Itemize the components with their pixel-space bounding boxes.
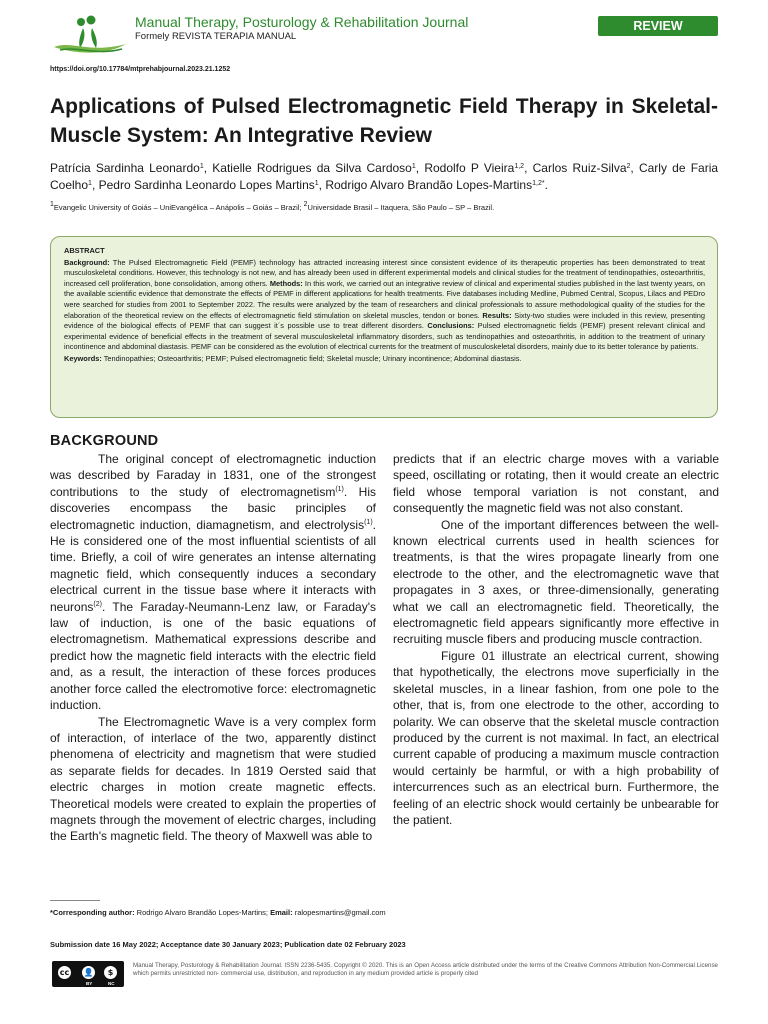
author: Carlos Ruiz-Silva$^2$, xyxy=(532,161,639,175)
author: Katielle Rodrigues da Silva Cardoso$^1$, xyxy=(212,161,425,175)
doi-link[interactable]: https://doi.org/10.17784/mtprehabjournal.2023.21.1252 xyxy=(50,66,231,73)
abstract-box xyxy=(50,236,718,418)
author: Rodrigo Alvaro Brandão Lopes-Martins$^{1,2*}$. xyxy=(325,178,548,192)
journal-former-name: Formely REVISTA TERAPIA MANUAL xyxy=(135,31,297,42)
paragraph: The original concept of electromagnetic induction was described by Faraday in 1831, one of the strongest contributions to the study of electromagnetism$^{(1)}$. His discoveries encompass the basic principles of electromagnetic induction, diamagnetism, and electrolysis$^{(1)}$. He is considered one of the most influential scientists of all time. Briefly, a coil of wire generates an intense alternating magnetic field, which consequently induces a secondary electrical current in the tissue base where it interacts with neurons$^{(2)}$. The Faraday-Neumann-Lenz law, or Faraday's law of induction, is one of the basic equations of electromagnetism. Mathematical expressions describe and predict how the magnetic field interacts with the electric field and, as a result, the interaction of these forces produces another force called the electromotive force: electromagnetic induction. xyxy=(50,452,376,713)
article-title: Applications of Pulsed Electromagnetic Field Therapy in Skeletal-Muscle System: An Integrative Review xyxy=(50,95,718,147)
author: Rodolfo P Vieira$^{1,2}$, xyxy=(424,161,533,175)
journal-title: Manual Therapy, Posturology & Rehabilitation Journal xyxy=(135,14,469,30)
article-type-badge: REVIEW xyxy=(598,16,718,36)
journal-logo-icon xyxy=(50,14,130,56)
attribution-icon: 👤 xyxy=(80,964,97,981)
paragraph: Figure 01 illustrate an electrical current, showing that hypothetically, the electrons move superficially in the skeletal muscles, in a linear fashion, from one pole to the other, that is, from one electrode to the other, according to polarity. We can observe that the skeletal muscle contraction produced by the current is not maximal. In fact, an electrical current capable of producing a maximum muscle contraction would certainly be harmful, or with a high probability of intercurrences such as an electrical burn. Furthermore, the feeling of an electric shock would certainly be unbearable for the patient. xyxy=(393,648,719,827)
creative-commons-icon[interactable]: cc 👤 $ BY NC xyxy=(52,961,124,987)
keywords: Keywords: Tendinopathies; Osteoarthritis; PEMF; Pulsed electromagnetic field; Skeletal muscle; Urinary incontinence; Abdominal diastasis. xyxy=(64,353,522,363)
cc-logo-icon: cc xyxy=(56,964,73,981)
author-email[interactable]: ralopesmartins@gmail.com xyxy=(292,908,386,917)
non-commercial-icon: $ xyxy=(102,964,119,981)
body-column-left xyxy=(50,451,376,845)
corresponding-author: *Corresponding author: Rodrigo Alvaro Brandão Lopes-Martins; Email: ralopesmartins@gmail.com xyxy=(50,908,386,917)
publication-dates: Submission date 16 May 2022; Acceptance date 30 January 2023; Publication date 02 February 2023 xyxy=(50,940,406,949)
author: Pedro Sardinha Leonardo Lopes Martins$^1$, xyxy=(98,178,326,192)
abstract-body: Background: The Pulsed Electromagnetic Field (PEMF) technology has attracted increasing interest since consistent evidence of its therapeutic properties has been demonstrated to treat musculoskeletal conditions. However, this technology is not new, and has already been used in different experimental models and clinical studies for the treatment of tendinopathies, osteoarthritis, increased cell proliferation, bone consolidation, among others. Methods: In this work, we carried out an integrative review of clinical and experimental studies published in the last twenty years, on the available scientific evidence that demonstrate the effects of PEMF in different applications for health treatments. Five databases including Medline, Pubmed Central, Scopus, Lilacs and PEDro were searched for studies from 2001 to September 2022. The results were analyzed by the team of researchers and clinical professionals to assure methodological quality of the studies for the elaboration of the theoretical review on the effects of electromagnetic field stimulation on skeletal muscles, tendon or bones. Results: Sixty-two studies were included in this review, presenting evidence of the biological effects of PEMF that can suggest it´s possible use to treat different disorders. Conclusions: Pulsed electromagnetic fields (PEMF) present relevant clinical and experimental evidence of beneficial effects in the treatment of several musculoskeletal inflammatory disorders, such as tendinopathies and osteoarthritis, in addition to the treatment of urinary incontinence and abdominal diastasis. PEMF can be considered as the evolution of electrical currents for the treatment of musculoskeletal disorders, mainly due to its better tolerance by patients. xyxy=(64,257,706,352)
author-list xyxy=(50,160,718,194)
paragraph: The Electromagnetic Wave is a very complex form of interaction, of interlace of the two, apparently distinct phenomena of electricity and magnetism that were studied as separate fields for decades. In 1819 Oersted said that electric charges in motion create magnetic effects. Theoretical models were created to explain the properties of magnets through the movement of electric charges, including the Earth's magnetic field. The theory of Maxwell was able to xyxy=(50,714,376,844)
affiliations: $^1$Evangelic University of Goiás – UniEvangélica – Anápolis – Goiás – Brazil; $^2$Universidade Brasil – Itaquera, São Paulo – SP – Brazil. xyxy=(50,201,495,212)
license-text: Manual Therapy, Posturology & Rehabilitation Journal. ISSN 2236-5435. Copyright © 2020. This is an Open Access article distributed under the terms of the Creative Commons Attribution Non-Commercial License which permits unrestricted non- commercial use, distribution, and reproduction in any medium provided article is properly cited xyxy=(133,962,718,978)
section-heading-background: BACKGROUND xyxy=(50,433,159,449)
footnote-divider xyxy=(50,900,100,901)
abstract-heading: ABSTRACT xyxy=(64,246,105,255)
author: Patrícia Sardinha Leonardo$^1$, xyxy=(50,161,213,175)
paragraph: One of the important differences between the well-known electrical currents used in health sciences for treatments, is that the wires propagate linearly from one electrode to the other, and the electromagnetic wave that propagates in 3 axes, or three-dimensionally, generating what we call an electromagnetic field. Theoretically, the electromagnetic field appears significantly more effective in recruiting muscle fibers and producing muscle contraction. xyxy=(393,517,719,647)
body-column-right xyxy=(393,451,719,828)
author: Carly de Faria Coelho$^1$, xyxy=(50,161,719,192)
paragraph: predicts that if an electric charge moves with a variable speed, oscillating or rotating, then it would create an electric field whose temporal variation is not constant, and consequently the magnetic field was not also constant. xyxy=(393,452,719,516)
